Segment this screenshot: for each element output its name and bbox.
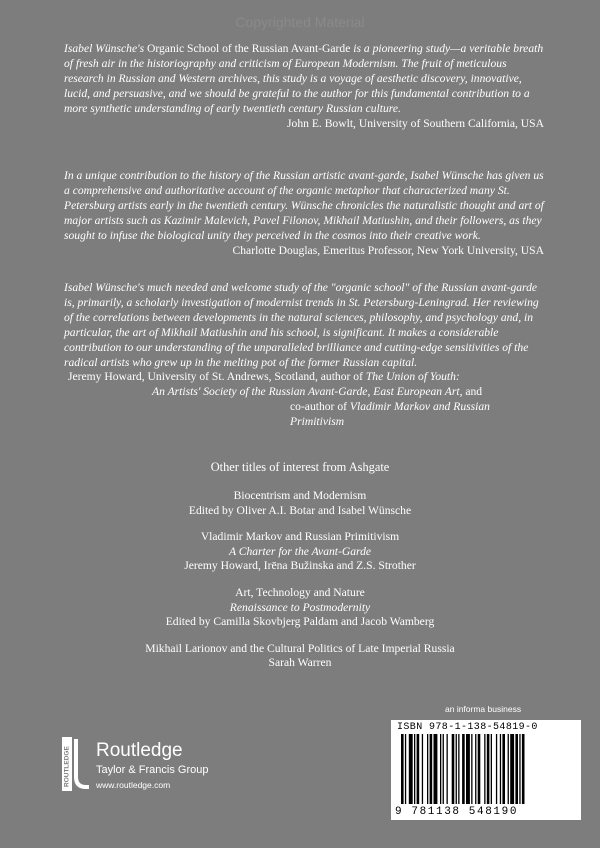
barcode-bar bbox=[475, 734, 476, 804]
list-item: Art, Technology and Nature Renaissance to Postmodernity Edited by Camilla Skovbjerg Paldam and Jacob Wamberg bbox=[165, 585, 435, 629]
isbn-text: ISBN 978-1-138-54819-0 bbox=[397, 722, 538, 733]
list-item: Biocentrism and Modernism Edited by Oliver A.I. Botar and Isabel Wünsche bbox=[188, 489, 412, 517]
review-1-attribution: John E. Bowlt, University of Southern California, USA bbox=[287, 116, 544, 130]
barcode-bar bbox=[401, 734, 404, 804]
review-2-attribution: Charlotte Douglas, Emeritus Professor, New York University, USA bbox=[232, 243, 544, 257]
barcode-bar bbox=[440, 734, 441, 804]
barcode-bar bbox=[417, 734, 420, 804]
barcode-bar bbox=[456, 734, 457, 804]
review-2 bbox=[64, 169, 544, 258]
barcode-number: 9 781138 548190 bbox=[395, 806, 519, 818]
barcode-icon bbox=[401, 734, 571, 804]
review-1 bbox=[64, 42, 544, 131]
barcode-bar bbox=[508, 734, 509, 804]
routledge-logo-icon bbox=[62, 737, 90, 791]
informa-label: an informa business bbox=[445, 704, 522, 714]
barcode-bar bbox=[484, 734, 485, 804]
barcode-bar bbox=[487, 734, 490, 804]
barcode-bar bbox=[405, 734, 406, 804]
barcode-bar bbox=[519, 734, 520, 804]
barcode-bar bbox=[496, 734, 497, 804]
barcode-bar bbox=[443, 734, 444, 804]
barcode-bar bbox=[502, 734, 505, 804]
barcode-bar bbox=[522, 734, 525, 804]
review-3-body: Isabel Wünsche's much needed and welcome study of the "organic school" of the Russian avant-garde is, primarily, a scholarly investigation of modernist trends in St. Petersburg-Leningrad. Her reviewing of the correlations between developments in the natural sciences, philosophy, and psychology and, in particular, the art of Mikhail Matiushin and his school, is significant. It makes a considerable contribution to our understanding of the unparalleled brilliance and cutting-edge sensitivities of the radical artists who grew up in the melting pot of the former Russian capital. bbox=[64, 281, 539, 369]
publisher-group: Taylor & Francis Group bbox=[96, 764, 209, 776]
barcode-bar bbox=[471, 734, 472, 804]
other-titles-heading: Other titles of interest from Ashgate bbox=[210, 460, 390, 474]
barcode-panel bbox=[391, 720, 581, 820]
review-2-body: In a unique contribution to the history of the Russian artistic avant-garde, Isabel Wünsche has given us a comprehensive and authoritative account of the organic metaphor that characterized many St. Petersburg artists early in the twentieth century. Wünsche chronicles the naturalistic thought and art of major artists such as Kazimir Malevich, Pavel Filonov, Mikhail Matiushin, and their followers, as they sought to infuse the biological unity they perceived in the cosmos into their creative work. bbox=[64, 169, 544, 242]
barcode-bar bbox=[462, 734, 465, 804]
barcode-bar bbox=[515, 734, 518, 804]
barcode-bar bbox=[414, 734, 415, 804]
barcode-bar bbox=[422, 734, 423, 804]
barcode-bar bbox=[500, 734, 501, 804]
review-3-attribution: Jeremy Howard, University of St. Andrews, Scotland, author of The Union of Youth: An Artists' Society of the Russian Avant-Garde, East European Art, and co-author of Vladimir Markov and Russian Primitivism bbox=[68, 370, 490, 429]
list-item: Mikhail Larionov and the Cultural Politics of Late Imperial Russia Sarah Warren bbox=[145, 641, 455, 670]
barcode-bar bbox=[427, 734, 428, 804]
barcode-bar bbox=[452, 734, 455, 804]
review-1-body: Isabel Wünsche's Organic School of the Russian Avant-Garde is a pioneering study—a veritable breath of fresh air in the historiography and criticism of European Modernism. The fruit of meticulous research in Russian and Western archives, this study is a voyage of aesthetic discovery, innovative, lucid, and persuasive, and we should be grateful to the author for this fundamental contribution to a more synthetic understanding of early twentieth century Russian culture. bbox=[64, 42, 544, 115]
publisher-url: www.routledge.com bbox=[96, 780, 171, 790]
barcode-bar bbox=[466, 734, 470, 804]
barcode-bar bbox=[430, 734, 433, 804]
watermark: Copyrighted Material bbox=[235, 14, 365, 30]
barcode-bar bbox=[447, 734, 448, 804]
barcode-bar bbox=[434, 734, 438, 804]
list-item: Vladimir Markov and Russian Primitivism A Charter for the Avant-Garde Jeremy Howard, Irēna Bužinska and Z.S. Strother bbox=[184, 530, 416, 573]
barcode-bar bbox=[478, 734, 481, 804]
barcode-bar bbox=[491, 734, 492, 804]
svg-text:ROUTLEDGE: ROUTLEDGE bbox=[63, 746, 71, 787]
barcode-bar bbox=[510, 734, 514, 804]
titles-list bbox=[0, 489, 600, 683]
publisher-name: Routledge bbox=[96, 740, 183, 761]
review-3 bbox=[64, 281, 544, 430]
barcode-bar bbox=[409, 734, 413, 804]
barcode-bar bbox=[458, 734, 459, 804]
